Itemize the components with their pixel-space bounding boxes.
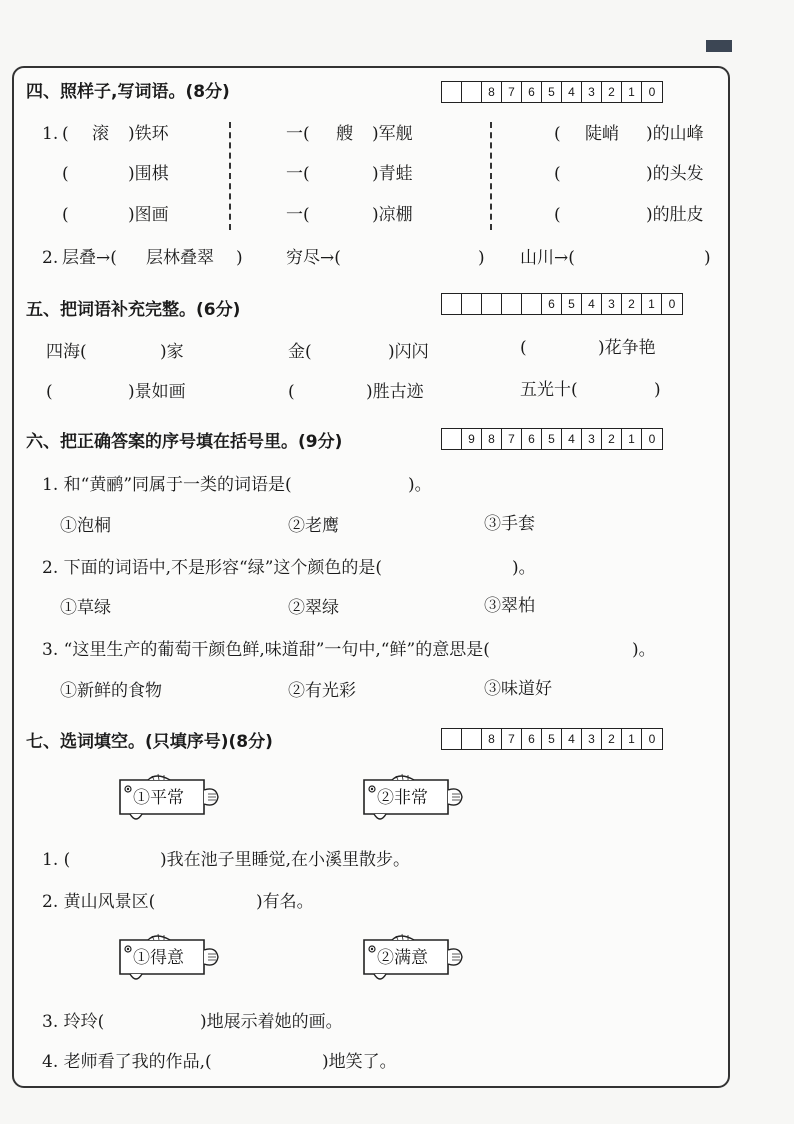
score-cell: 6 xyxy=(542,294,562,314)
s4-c3-open-1: ( xyxy=(554,124,561,144)
column-divider-2 xyxy=(490,122,492,230)
section-5-title: 五、把词语补充完整。(6分) xyxy=(26,300,241,320)
score-cell: 4 xyxy=(562,82,582,102)
s5-r1-b-open: 金( xyxy=(288,342,312,362)
score-cell: 9 xyxy=(462,429,482,449)
fish-1-word-2: ②非常 xyxy=(377,788,428,808)
s5-r1-a-open: 四海( xyxy=(46,342,87,362)
score-cell xyxy=(462,294,482,314)
s6-q3-option-3: ③味道好 xyxy=(484,679,552,699)
score-cell: 8 xyxy=(482,729,502,749)
score-cell xyxy=(462,82,482,102)
s5-r2-a-open: ( xyxy=(46,382,53,402)
fish-2-word-2: ②满意 xyxy=(377,948,428,968)
s4-c1-word-1: )铁环 xyxy=(128,124,169,144)
section-6-title: 六、把正确答案的序号填在括号里。(9分) xyxy=(26,432,343,452)
score-cell: 6 xyxy=(522,82,542,102)
score-cell: 5 xyxy=(542,429,562,449)
score-cell: 0 xyxy=(668,297,676,311)
score-cell: 5 xyxy=(542,729,562,749)
s4-c2-word-1: )军舰 xyxy=(372,124,413,144)
s6-q3-end: )。 xyxy=(632,640,656,660)
column-divider-1 xyxy=(229,122,231,230)
score-cell: 8 xyxy=(482,429,502,449)
s4-c3-word-1: )的山峰 xyxy=(646,124,704,144)
s6-q1-option-1: ①泡桐 xyxy=(60,516,111,536)
section-7-score-box xyxy=(441,728,663,750)
s5-r2-c-open: 五光十( xyxy=(520,380,578,400)
s6-q3-text: 3. “这里生产的葡萄干颜色鲜,味道甜”一句中,“鲜”的意思是( xyxy=(42,640,490,660)
s7-q2-open: 2. 黄山风景区( xyxy=(42,892,156,912)
s7-q4-open: 4. 老师看了我的作品,( xyxy=(42,1052,212,1072)
s4-q2-close-a: ) xyxy=(236,248,243,268)
score-cell xyxy=(442,729,462,749)
s4-c1-word-3: )图画 xyxy=(128,205,169,225)
s6-q1-option-2: ②老鹰 xyxy=(288,516,339,536)
score-cell: 3 xyxy=(582,729,602,749)
s4-q2-close-c: ) xyxy=(704,248,711,268)
s5-r1-c-close: )花争艳 xyxy=(598,338,656,358)
score-cell: 4 xyxy=(582,294,602,314)
s6-q1-option-3: ③手套 xyxy=(484,514,535,534)
s4-c2-word-3: )凉棚 xyxy=(372,205,413,225)
score-cell: 6 xyxy=(522,729,542,749)
s6-q2-option-1: ①草绿 xyxy=(60,598,111,618)
score-cell: 5 xyxy=(562,294,582,314)
score-cell: 8 xyxy=(482,82,502,102)
s7-q1-open: 1. ( xyxy=(42,850,71,870)
corner-tab xyxy=(706,40,732,52)
s4-q2-close-b: ) xyxy=(478,248,485,268)
s4-c1-open-2: ( xyxy=(62,164,69,184)
s4-c3-answer-1: 陡峭 xyxy=(585,124,619,144)
s4-q2-number: 2. xyxy=(42,248,59,268)
s6-q2-option-2: ②翠绿 xyxy=(288,598,339,618)
score-cell: 0 xyxy=(648,432,656,446)
section-4-title: 四、照样子,写词语。(8分) xyxy=(26,82,230,102)
s6-q2-end: )。 xyxy=(512,558,536,578)
s4-c2-open-1: 一( xyxy=(286,124,310,144)
s4-c1-open-3: ( xyxy=(62,205,69,225)
s7-q4-rest: )地笑了。 xyxy=(322,1052,397,1072)
s7-q2-rest: )有名。 xyxy=(256,892,314,912)
score-cell: 0 xyxy=(648,85,656,99)
score-cell xyxy=(442,294,462,314)
score-cell: 0 xyxy=(648,732,656,746)
s7-q1-rest: )我在池子里睡觉,在小溪里散步。 xyxy=(160,850,411,870)
score-cell xyxy=(442,429,462,449)
s4-c2-open-2: 一( xyxy=(286,164,310,184)
s4-c2-word-2: )青蛙 xyxy=(372,164,413,184)
s4-c1-word-2: )围棋 xyxy=(128,164,169,184)
score-cell: 4 xyxy=(562,729,582,749)
s7-q3-open: 3. 玲玲( xyxy=(42,1012,105,1032)
s4-q2-item-b: 穷尽→( xyxy=(286,248,341,268)
s4-c3-open-3: ( xyxy=(554,205,561,225)
score-cell xyxy=(482,294,502,314)
score-cell: 2 xyxy=(602,429,622,449)
score-cell xyxy=(462,729,482,749)
score-cell: 4 xyxy=(562,429,582,449)
s5-r2-b-close: )胜古迹 xyxy=(366,382,424,402)
fish-1-word-1: ①平常 xyxy=(133,788,184,808)
score-cell: 6 xyxy=(522,429,542,449)
score-cell: 7 xyxy=(502,82,522,102)
s5-r2-a-close: )景如画 xyxy=(128,382,186,402)
s5-r2-c-close: ) xyxy=(654,380,661,400)
s4-c3-open-2: ( xyxy=(554,164,561,184)
s4-c2-open-3: 一( xyxy=(286,205,310,225)
s4-c3-word-2: )的头发 xyxy=(646,164,704,184)
score-cell: 2 xyxy=(602,729,622,749)
score-cell: 3 xyxy=(582,429,602,449)
score-cell: 7 xyxy=(502,729,522,749)
score-cell: 1 xyxy=(642,294,662,314)
section-7-title: 七、选词填空。(只填序号)(8分) xyxy=(26,732,273,752)
s6-q1-end: )。 xyxy=(408,475,432,495)
s4-q2-item-c: 山川→( xyxy=(520,248,575,268)
s5-r1-a-close: )家 xyxy=(160,342,184,362)
s6-q3-option-1: ①新鲜的食物 xyxy=(60,681,162,701)
s4-q1-number: 1. xyxy=(42,124,59,144)
s5-r2-b-open: ( xyxy=(288,382,295,402)
score-cell: 1 xyxy=(622,82,642,102)
s5-r1-b-close: )闪闪 xyxy=(388,342,429,362)
s7-q3-rest: )地展示着她的画。 xyxy=(200,1012,343,1032)
s4-c2-answer-1: 艘 xyxy=(336,124,353,144)
score-cell xyxy=(522,294,542,314)
section-5-score-box xyxy=(441,293,683,315)
score-cell: 2 xyxy=(602,82,622,102)
score-cell: 5 xyxy=(542,82,562,102)
score-cell xyxy=(502,294,522,314)
score-cell: 2 xyxy=(622,294,642,314)
score-cell: 1 xyxy=(622,729,642,749)
score-cell: 3 xyxy=(582,82,602,102)
s4-c3-word-3: )的肚皮 xyxy=(646,205,704,225)
fish-2-word-1: ①得意 xyxy=(133,948,184,968)
s4-c1-answer-1: 滚 xyxy=(92,124,109,144)
s6-q1-text: 1. 和“黄鹂”同属于一类的词语是( xyxy=(42,475,292,495)
score-cell: 1 xyxy=(622,429,642,449)
s4-q2-item-a: 层叠→( xyxy=(62,248,117,268)
s6-q2-option-3: ③翠柏 xyxy=(484,596,535,616)
score-cell xyxy=(442,82,462,102)
section-4-score-box xyxy=(441,81,663,103)
s4-c1-open-1: ( xyxy=(62,124,69,144)
s6-q3-option-2: ②有光彩 xyxy=(288,681,356,701)
s4-q2-answer-a: 层林叠翠 xyxy=(146,248,214,268)
s5-r1-c-open: ( xyxy=(520,338,527,358)
section-6-score-box xyxy=(441,428,663,450)
score-cell: 7 xyxy=(502,429,522,449)
s6-q2-text: 2. 下面的词语中,不是形容“绿”这个颜色的是( xyxy=(42,558,383,578)
score-cell: 3 xyxy=(602,294,622,314)
